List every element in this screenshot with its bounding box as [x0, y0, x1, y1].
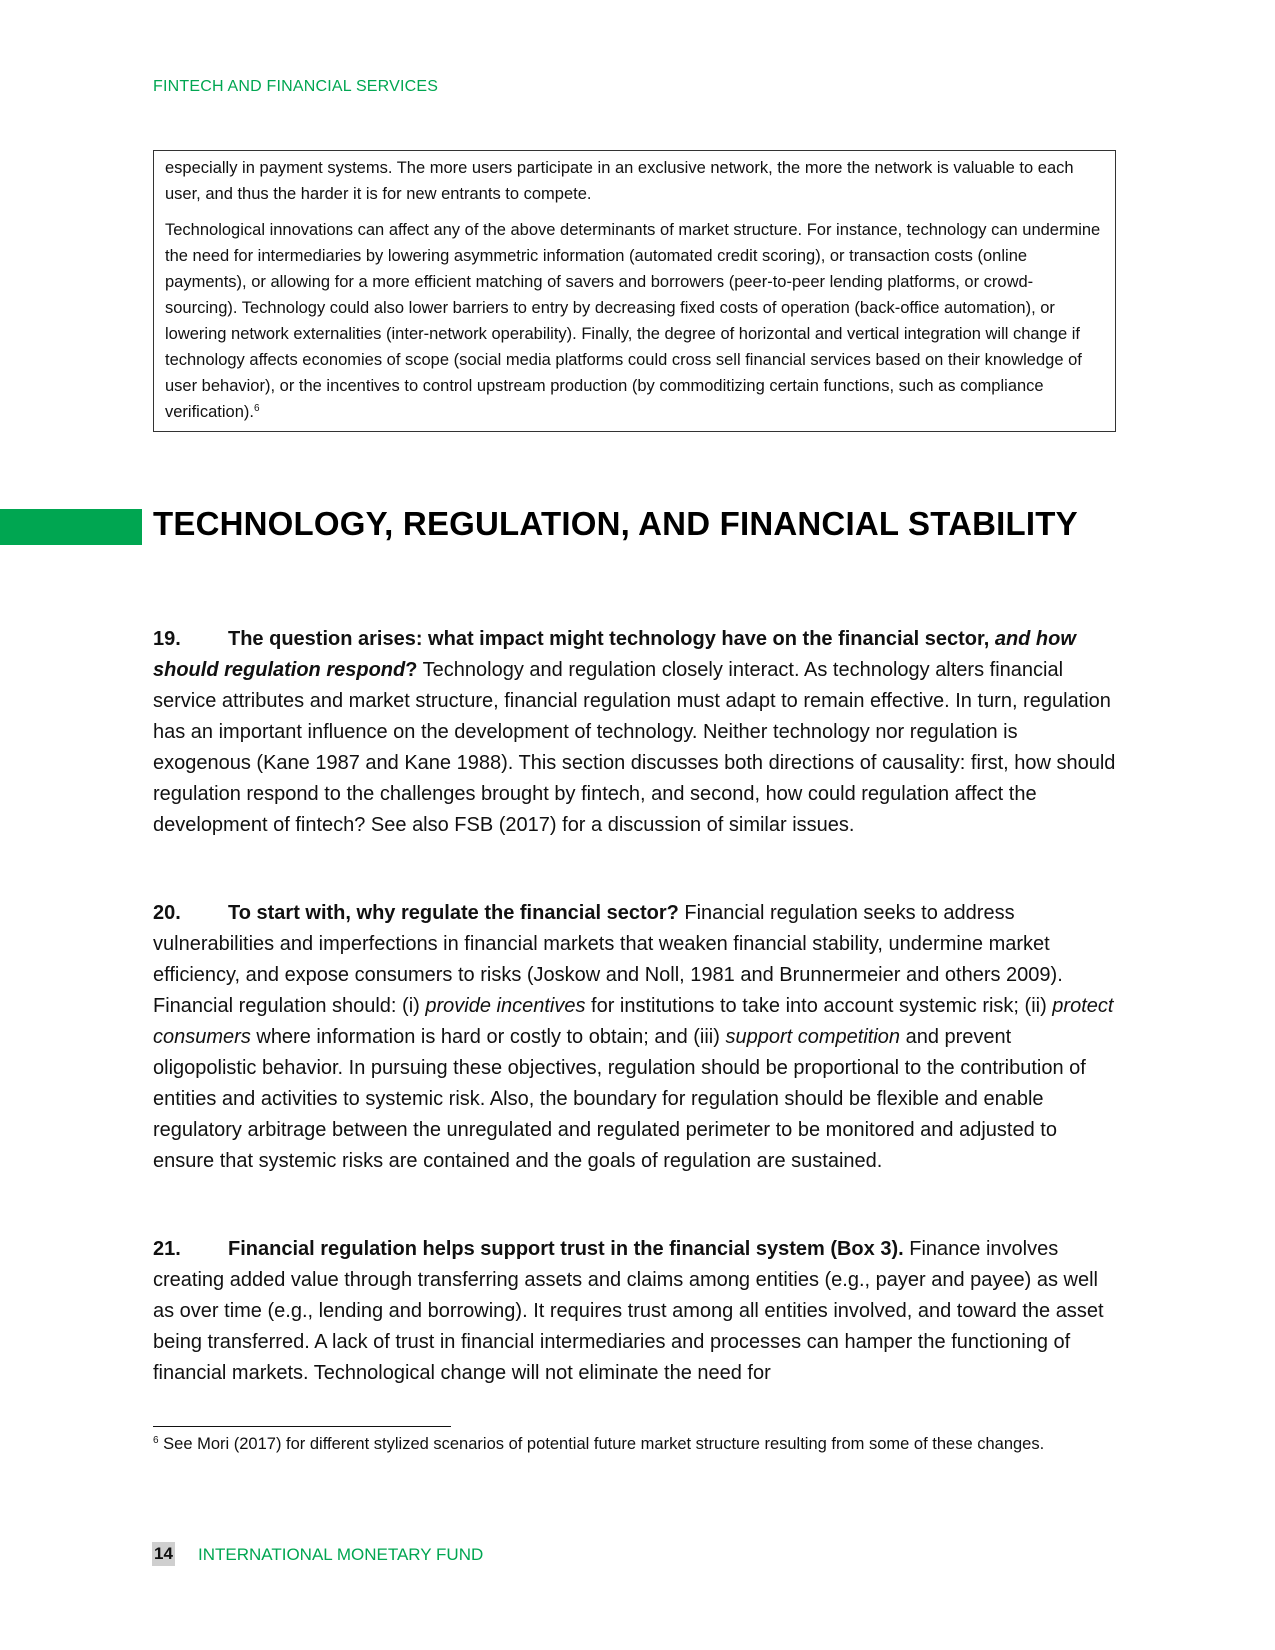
paragraph-body: Financial regulation seeks to address vulnerabilities and imperfections in financial markets that weaken financial stability, undermine market efficiency, and expose consumers to risks (Joskow and Noll, 1981 and Brunnermeier and others 2009). Financial regulation should: (i)	[153, 902, 1063, 1017]
paragraph-20	[153, 898, 1118, 1177]
paragraph-lead: To start with, why regulate the financial sector?	[228, 902, 679, 924]
footnote-ref-6[interactable]: 6	[253, 403, 260, 414]
paragraph-21	[153, 1234, 1118, 1389]
emphasis-protect-consumers: protect consumers	[153, 995, 1114, 1048]
paragraph-body: Technology and regulation closely interact. As technology alters financial service attributes and market structure, financial regulation must adapt to remain effective. In turn, regulation has an important influence on the development of technology. Neither technology nor regulation is exogenous (Kane 1987 and Kane 1988). This section discusses both directions of causality: first, how should regulation respond to the challenges brought by fintech, and second, how could regulation affect the development of fintech? See also FSB (2017) for a discussion of similar issues.	[153, 659, 1116, 836]
paragraph-number: 21.	[153, 1238, 181, 1260]
running-header: FINTECH AND FINANCIAL SERVICES	[153, 78, 439, 95]
box-paragraph-2	[165, 217, 1103, 425]
paragraph-lead-end: ?	[405, 659, 418, 681]
paragraph-body: and prevent oligopolistic behavior. In pursuing these objectives, regulation should be proportional to the contribution of entities and activities to systemic risk. Also, the boundary for regulation should be flexible and enable regulatory arbitrage between the unregulated and regulated perimeter to be monitored and adjusted to ensure that systemic risks are contained and the goals of regulation are sustained.	[153, 1026, 1086, 1172]
paragraph-body: Finance involves creating added value through transferring assets and claims among entities (e.g., payer and payee) as well as over time (e.g., lending and borrowing). It requires trust among all entities involved, and toward the asset being transferred. A lack of trust in financial intermediaries and processes can hamper the functioning of financial markets. Technological change will not eliminate the need for	[153, 1238, 1104, 1384]
emphasis-support-competition: support competition	[725, 1026, 901, 1048]
footnote-text: See Mori (2017) for different stylized scenarios of potential future market structure resulting from some of these changes.	[158, 1435, 1045, 1453]
box-excerpt	[153, 150, 1116, 432]
footnote-separator	[153, 1426, 451, 1427]
paragraph-lead-italic: and how should regulation respond	[153, 628, 1076, 681]
section-accent-bar	[0, 509, 142, 545]
paragraph-number: 20.	[153, 902, 181, 924]
section-heading: TECHNOLOGY, REGULATION, AND FINANCIAL STABILITY	[153, 505, 1078, 542]
page-number: 14	[152, 1542, 175, 1566]
box-paragraph-1: especially in payment systems. The more users participate in an exclusive network, the more the network is valuable to each user, and thus the harder it is for new entrants to compete.	[165, 159, 1074, 203]
paragraph-19	[153, 624, 1118, 841]
paragraph-body: for institutions to take into account systemic risk; (ii)	[585, 995, 1053, 1017]
paragraph-lead: The question arises: what impact might technology have on the financial sector,	[228, 628, 990, 650]
footer-organization: INTERNATIONAL MONETARY FUND	[198, 1545, 484, 1564]
emphasis-provide-incentives: provide incentives	[425, 995, 586, 1017]
paragraph-body: where information is hard or costly to obtain; and (iii)	[250, 1026, 726, 1048]
footnote-mark: 6	[153, 1435, 159, 1446]
paragraph-lead: Financial regulation helps support trust in the financial system (Box 3).	[228, 1238, 904, 1260]
footnote-6	[153, 1433, 1113, 1456]
box-paragraph-2-text: Technological innovations can affect any of the above determinants of market structure. For instance, technology can undermine the need for intermediaries by lowering asymmetric information (automated credit scoring), or transaction costs (online payments), or allowing for a more efficient matching of savers and borrowers (peer-to-peer lending platforms, or crowd-sourcing). Technology could also lower barriers to entry by decreasing fixed costs of operation (back-office automation), or lowering network externalities (inter-network operability). Finally, the degree of horizontal and vertical integration will change if technology affects economies of scope (social media platforms could cross sell financial services based on their knowledge of user behavior), or the incentives to control upstream production (by commoditizing certain functions, such as compliance verification).	[165, 221, 1101, 421]
paragraph-number: 19.	[153, 628, 181, 650]
